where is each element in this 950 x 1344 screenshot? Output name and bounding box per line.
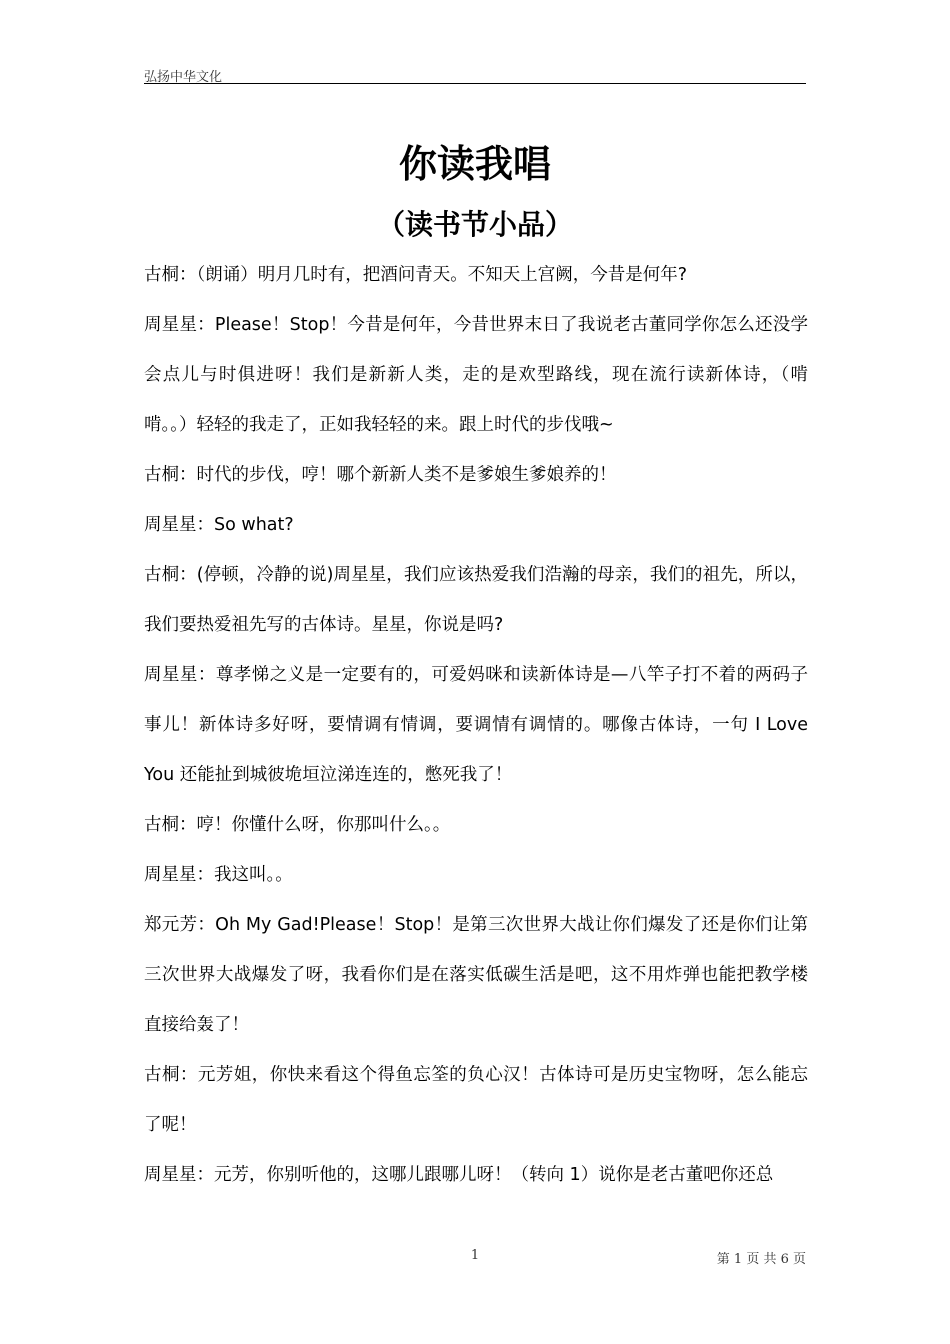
- dialogue-paragraph: 古桐：(停顿，冷静的说)周星星，我们应该热爱我们浩瀚的母亲，我们的祖先，所以，我们要热爱祖先写的古体诗。星星，你说是吗?: [144, 565, 808, 635]
- page-footer: [144, 1246, 806, 1268]
- dialogue-paragraph: 郑元芳：Oh My Gad!Please！Stop！是第三次世界大战让你们爆发了还是你们让第三次世界大战爆发了呀，我看你们是在落实低碳生活是吧，这不用炸弹也能把教学楼直接给轰了！: [144, 915, 808, 1035]
- page-number: 1: [470, 1248, 480, 1263]
- dialogue-paragraph: 周星星：So what?: [144, 515, 294, 535]
- dialogue-paragraph: 周星星：Please！Stop！今昔是何年，今昔世界末日了我说老古董同学你怎么还没学会点儿与时俱进呀！我们是新新人类，走的是欢型路线，现在流行读新体诗，（啃啃。。）轻轻的我走了，正如我轻轻的来。跟上时代的步伐哦~: [144, 315, 808, 435]
- header-text: 弘扬中华文化: [144, 70, 223, 85]
- dialogue-paragraph: 古桐：哼！你懂什么呀，你那叫什么。。: [144, 815, 451, 835]
- dialogue-paragraph: 古桐：元芳姐，你快来看这个得鱼忘筌的负心汉！古体诗可是历史宝物呀，怎么能忘了呢！: [144, 1065, 808, 1135]
- dialogue-paragraph: 古桐：时代的步伐，哼！哪个新新人类不是爹娘生爹娘养的！: [144, 465, 617, 485]
- dialogue-paragraph: 古桐：（朗诵）明月几时有，把酒问青天。不知天上宫阙，今昔是何年?: [144, 265, 688, 285]
- dialogue-paragraph: 周星星：尊孝悌之义是一定要有的，可爱妈咪和读新体诗是—八竿子打不着的两码子事儿！新体诗多好呀，要情调有情调，要调情有调情的。哪像古体诗，一句 I Love You 还能扯到城彼垝垣泣涕连连的，憋死我了！: [144, 665, 808, 785]
- document-title: 你读我唱: [398, 142, 551, 186]
- document-subtitle: （读书节小品）: [376, 208, 573, 241]
- page-header: [144, 62, 806, 84]
- dialogue-paragraph: 周星星：元芳，你别听他的，这哪儿跟哪儿呀！（转向 1）说你是老古董吧你还总: [144, 1165, 774, 1185]
- dialogue-paragraph: 周星星：我这叫。。: [144, 865, 293, 885]
- page-count: 第 1 页 共 6 页: [716, 1252, 806, 1267]
- document-body: [144, 250, 808, 1200]
